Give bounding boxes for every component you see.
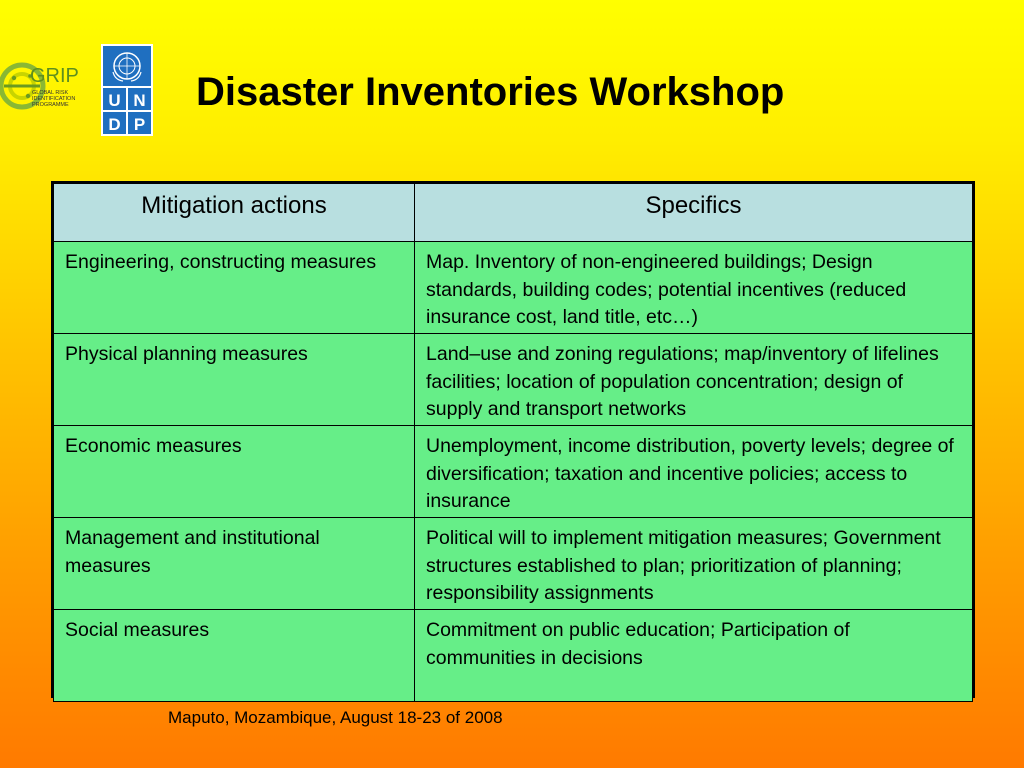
grip-globe-icon bbox=[0, 52, 88, 124]
header-mitigation-actions: Mitigation actions bbox=[54, 184, 415, 242]
mitigation-action-cell: Management and institutional measures bbox=[54, 518, 415, 610]
undp-letter-n: N bbox=[133, 91, 146, 110]
mitigation-table bbox=[51, 181, 975, 698]
mitigation-action-cell: Physical planning measures bbox=[54, 334, 415, 426]
specifics-cell: Political will to implement mitigation measures; Government structures established to plan; prioritization of planning; responsibility assignments bbox=[415, 518, 973, 610]
mitigation-action-cell: Social measures bbox=[54, 610, 415, 702]
undp-letter-p: P bbox=[133, 115, 146, 134]
grip-line-2: IDENTIFICATION bbox=[32, 96, 76, 102]
specifics-cell: Unemployment, income distribution, poverty levels; degree of diversification; taxation and incentive policies; access to insurance bbox=[415, 426, 973, 518]
table-row bbox=[54, 242, 973, 334]
table-row bbox=[54, 518, 973, 610]
specifics-cell: Commitment on public education; Participation of communities in decisions bbox=[415, 610, 973, 702]
slide-title: Disaster Inventories Workshop bbox=[196, 70, 785, 114]
table-row bbox=[54, 426, 973, 518]
footer-location-date: Maputo, Mozambique, August 18-23 of 2008 bbox=[168, 708, 503, 727]
specifics-cell: Map. Inventory of non-engineered buildings; Design standards, building codes; potential incentives (reduced insurance cost, land title, etc…) bbox=[415, 242, 973, 334]
undp-letter-u: U bbox=[108, 91, 121, 110]
header-specifics: Specifics bbox=[415, 184, 973, 242]
mitigation-action-cell: Economic measures bbox=[54, 426, 415, 518]
grip-name: GRIP bbox=[30, 65, 79, 87]
grip-line-3: PROGRAMME bbox=[32, 102, 69, 108]
mitigation-action-cell: Engineering, constructing measures bbox=[54, 242, 415, 334]
table-row bbox=[54, 334, 973, 426]
grip-line-1: GLOBAL RISK bbox=[32, 90, 69, 96]
grip-logo bbox=[0, 52, 88, 124]
undp-letter-d: D bbox=[108, 115, 121, 134]
specifics-cell: Land–use and zoning regulations; map/inventory of lifelines facilities; location of population concentration; design of supply and transport networks bbox=[415, 334, 973, 426]
table-header-row bbox=[54, 184, 973, 242]
table-row bbox=[54, 610, 973, 702]
undp-logo bbox=[101, 44, 153, 136]
